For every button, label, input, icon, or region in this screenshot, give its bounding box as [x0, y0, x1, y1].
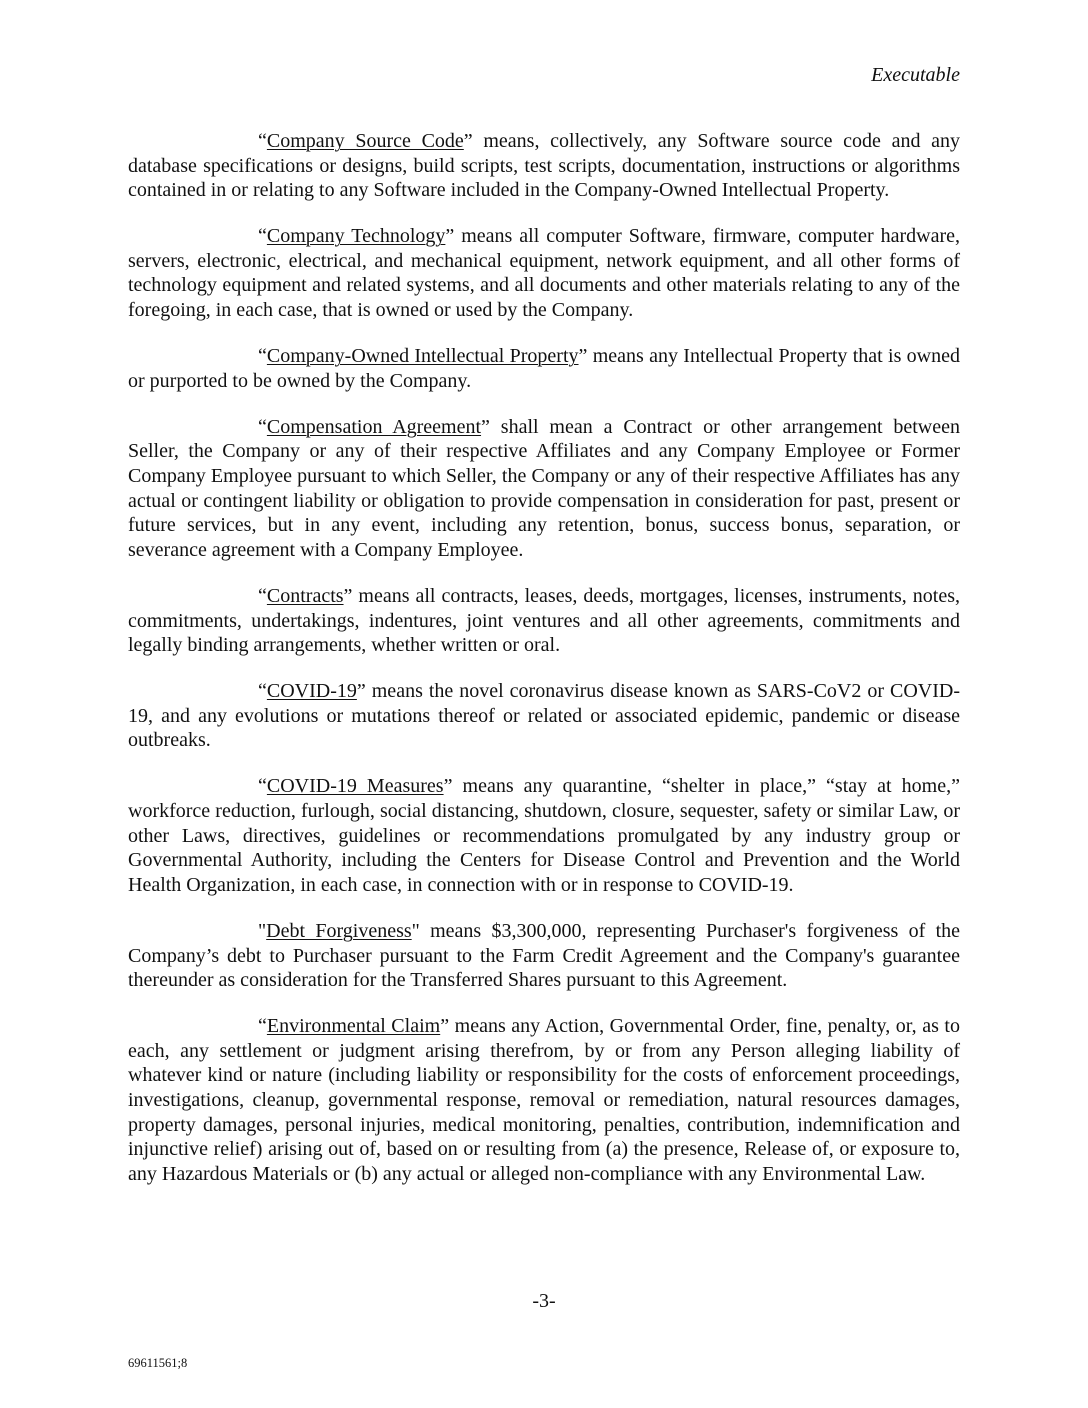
defined-term: Company Technology: [266, 225, 446, 248]
definition-text: ” means the novel coronavirus disease known as SARS-CoV2 or COVID-19, and any evolutions or mutations thereof or related or associated epidemic, pandemic or disease outbreaks.: [128, 680, 960, 752]
definition-environmental-claim: [128, 1014, 960, 1186]
definition-company-owned-ip: [128, 344, 960, 393]
defined-term: COVID-19: [266, 680, 357, 703]
defined-term: Contracts: [266, 584, 344, 607]
definition-text: ” means any Intellectual Property that is owned or purported to be owned by the Company.: [128, 345, 960, 392]
definition-text: ” means, collectively, any Software source code and any database specifications or designs, build scripts, test scripts, documentation, instructions or algorithms contained in or relating to any Software included in the Company-Owned Intellectual Property.: [128, 130, 961, 202]
open-quote: “: [258, 225, 267, 248]
definition-text: " means $3,300,000, representing Purchaser's forgiveness of the Company’s debt to Purchaser pursuant to the Farm Credit Agreement and the Company's guarantee thereunder as consideration for the Transferred Shares pursuant to this Agreement.: [128, 919, 960, 992]
definition-covid-19-measures: [128, 774, 960, 897]
open-quote: “: [258, 130, 267, 152]
open-quote: ": [258, 919, 267, 942]
header-executable-label: Executable: [871, 64, 960, 86]
document-id: 69611561;8: [128, 1356, 188, 1370]
defined-term: Compensation Agreement: [266, 415, 482, 438]
open-quote: “: [258, 1015, 267, 1038]
open-quote: “: [258, 584, 267, 607]
definition-text: ” means all computer Software, firmware, computer hardware, servers, electronic, electrical, and mechanical equipment, network equipment, and all other forms of technology equipment and related systems, and all documents and other materials relating to any of the foregoing, in each case, that is owned or used by the Company.: [128, 225, 960, 322]
open-quote: “: [258, 775, 267, 798]
definition-text: ” means any Action, Governmental Order, fine, penalty, or, as to each, any settlement or judgment arising therefrom, by or from any Person alleging liability of whatever kind or nature (including liability or responsibility for the costs of enforcement proceedings, investigations, cleanup, governmental response, removal or remediation, natural resources damages, property damages, personal injuries, medical monitoring, penalties, contribution, indemnification and injunctive relief) arising out of, based on or resulting from (a) the presence, Release of, or exposure to, any Hazardous Materials or (b) any actual or alleged non-compliance with any Environmental Law.: [128, 1015, 960, 1185]
open-quote: “: [258, 680, 267, 703]
defined-term: Company-Owned Intellectual Property: [266, 345, 579, 368]
defined-term: Debt Forgiveness: [266, 919, 412, 942]
definition-debt-forgiveness: [128, 919, 960, 993]
definition-text: ” shall mean a Contract or other arrangement between Seller, the Company or any of their respective Affiliates and any Company Employee or Former Company Employee pursuant to which Seller, the Company or any of their respective Affiliates has any actual or contingent liability or obligation to provide compensation in consideration for past, present or future services, but in any event, including any retention, bonus, success bonus, separation, or severance agreement with a Company Employee.: [128, 415, 960, 561]
defined-term: COVID-19 Measures: [266, 775, 444, 798]
definition-compensation-agreement: [128, 415, 960, 563]
definition-text: ” means any quarantine, “shelter in place,” “stay at home,” workforce reduction, furlough, social distancing, shutdown, closure, sequester, safety or similar Law, or other Laws, directives, guidelines or recommendations promulgated by any industry group or Governmental Authority, including the Centers for Disease Control and Prevention and the World Health Organization, in each case, in connection with or in response to COVID-19.: [128, 775, 960, 896]
definition-covid-19: [128, 679, 960, 753]
definition-contracts: [128, 584, 960, 658]
definition-company-technology: [128, 224, 960, 322]
definition-text: ” means all contracts, leases, deeds, mortgages, licenses, instruments, notes, commitments, undertakings, indentures, joint ventures and all other agreements, commitments and legally binding arrangements, whether written or oral.: [128, 584, 960, 657]
open-quote: “: [258, 345, 267, 368]
defined-term: Environmental Claim: [266, 1015, 441, 1038]
definitions-body: [128, 129, 960, 1208]
definition-company-source-code: [128, 129, 960, 203]
page-number: -3-: [532, 1290, 556, 1312]
open-quote: “: [258, 415, 267, 438]
defined-term: Company Source Code: [266, 130, 464, 152]
